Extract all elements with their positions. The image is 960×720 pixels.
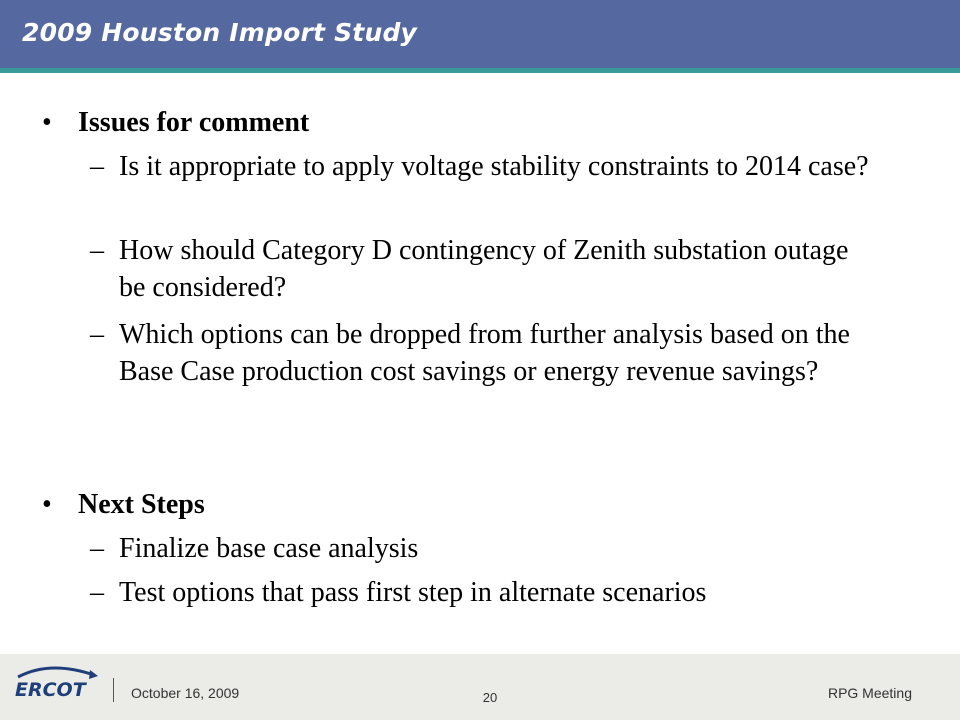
list-item-text: Test options that pass first step in alternate scenarios xyxy=(119,577,707,608)
footer-divider xyxy=(113,678,114,702)
footer-date: October 16, 2009 xyxy=(131,685,240,701)
footer-meeting-label: RPG Meeting xyxy=(827,685,912,701)
dash-icon: – xyxy=(90,151,104,182)
list-item-text: Which options can be dropped from further analysis based on the Base Case production cost savings or energy revenue savings? xyxy=(119,319,850,387)
ercot-logo xyxy=(10,662,100,702)
list-item-text: Finalize base case analysis xyxy=(119,533,419,564)
slide-title: 2009 Houston Import Study xyxy=(22,18,418,47)
logo-text: ERCOT xyxy=(15,679,86,701)
dash-icon: – xyxy=(90,533,104,564)
dash-icon: – xyxy=(90,235,104,266)
page-number: 20 xyxy=(482,690,498,705)
dash-icon: – xyxy=(90,319,104,350)
bullet-icon: • xyxy=(42,489,52,520)
list-item-text: Is it appropriate to apply voltage stability constraints to 2014 case? xyxy=(119,151,869,182)
list-item-text: How should Category D contingency of Zenith substation outage be considered? xyxy=(119,235,849,303)
section-title: Issues for comment xyxy=(78,107,310,138)
bullet-icon: • xyxy=(42,107,52,138)
section-title: Next Steps xyxy=(78,489,205,520)
dash-icon: – xyxy=(90,577,104,608)
